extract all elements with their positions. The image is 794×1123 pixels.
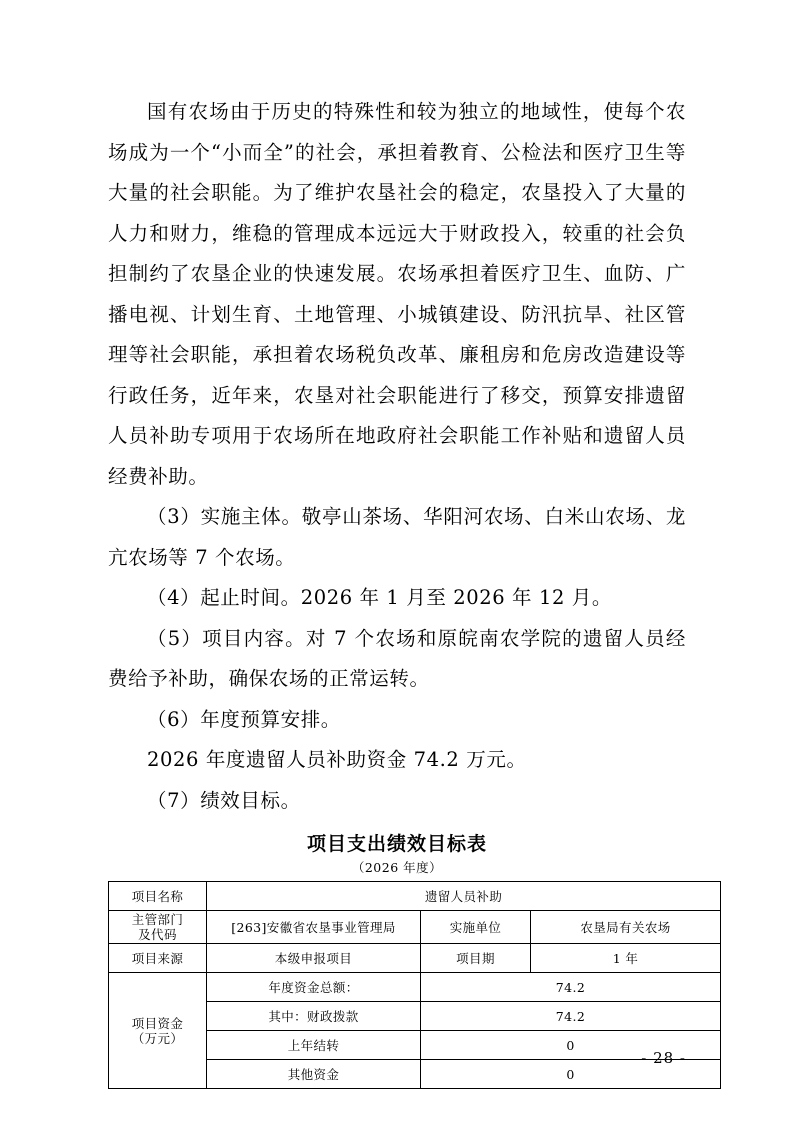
page-number: - 28 -: [641, 1049, 686, 1067]
table-row: [109, 944, 721, 973]
cell-fund-item-name: 其他资金: [207, 1060, 421, 1089]
cell-project-name-label: 项目名称: [109, 882, 207, 911]
cell-project-name-value: 遗留人员补助: [207, 882, 721, 911]
paragraph-5: （6）年度预算安排。: [147, 707, 341, 731]
paragraph-3: （4）起止时间。2026 年 1 月至 2026 年 12 月。: [147, 586, 612, 609]
cell-funds-label-line2: （万元）: [131, 1030, 184, 1046]
cell-fund-item-name: 其中：财政拨款: [207, 1002, 421, 1031]
cell-implementer-label: 实施单位: [421, 911, 531, 944]
table-title: 项目支出绩效目标表: [306, 833, 487, 855]
performance-target-table: [108, 881, 721, 1089]
cell-fund-item-name: 上年结转: [207, 1031, 421, 1060]
cell-fund-item-amount: 74.2: [421, 973, 721, 1002]
cell-department-label-line1: 主管部门: [131, 912, 184, 927]
cell-source-value: 本级申报项目: [207, 944, 421, 973]
table-row: [109, 882, 721, 911]
cell-department-value: [263]安徽省农垦事业管理局: [207, 911, 421, 944]
cell-fund-item-amount: 0: [421, 1060, 721, 1089]
paragraph-2: （3）实施主体。敬亭山茶场、华阳河农场、白米山农场、龙亢农场等 7 个农场。: [108, 505, 686, 569]
cell-fund-item-name: 年度资金总额：: [207, 973, 421, 1002]
paragraph-4: （5）项目内容。对 7 个农场和原皖南农学院的遗留人员经费给予补助，确保农场的正常运转。: [108, 626, 686, 690]
paragraph-1: 国有农场由于历史的特殊性和较为独立的地域性，使每个农场成为一个“小而全”的社会，承担着教育、公检法和医疗卫生等大量的社会职能。为了维护农垦社会的稳定，农垦投入了大量的人力和财力，维稳的管理成本远远大于财政投入，较重的社会负担制约了农垦企业的快速发展。农场承担着医疗卫生、血防、广播电视、计划生育、土地管理、小城镇建设、防汛抗旱、社区管理等社会职能，承担着农场税负改革、廉租房和危房改造建设等行政任务，近年来，农垦对社会职能进行了移交，预算安排遗留人员补助专项用于农场所在地政府社会职能工作补贴和遗留人员经费补助。: [108, 100, 686, 488]
paragraph-7: （7）绩效目标。: [147, 788, 301, 812]
cell-department-label-line2: 及代码: [138, 927, 177, 942]
cell-period-value: 1 年: [531, 944, 721, 973]
cell-funds-label: [109, 973, 207, 1089]
paragraph-6: 2026 年度遗留人员补助资金 74.2 万元。: [147, 748, 527, 771]
table-row: [109, 973, 721, 1002]
cell-fund-item-amount: 74.2: [421, 1002, 721, 1031]
cell-source-label: 项目来源: [109, 944, 207, 973]
cell-implementer-value: 农垦局有关农场: [531, 911, 721, 944]
table-row: [109, 911, 721, 944]
cell-department-label: [109, 911, 207, 944]
table-subtitle: （2026 年度）: [351, 860, 443, 875]
cell-funds-label-line1: 项目资金: [131, 1015, 184, 1031]
cell-fund-item-amount: 0: [421, 1031, 721, 1060]
cell-period-label: 项目期: [421, 944, 531, 973]
